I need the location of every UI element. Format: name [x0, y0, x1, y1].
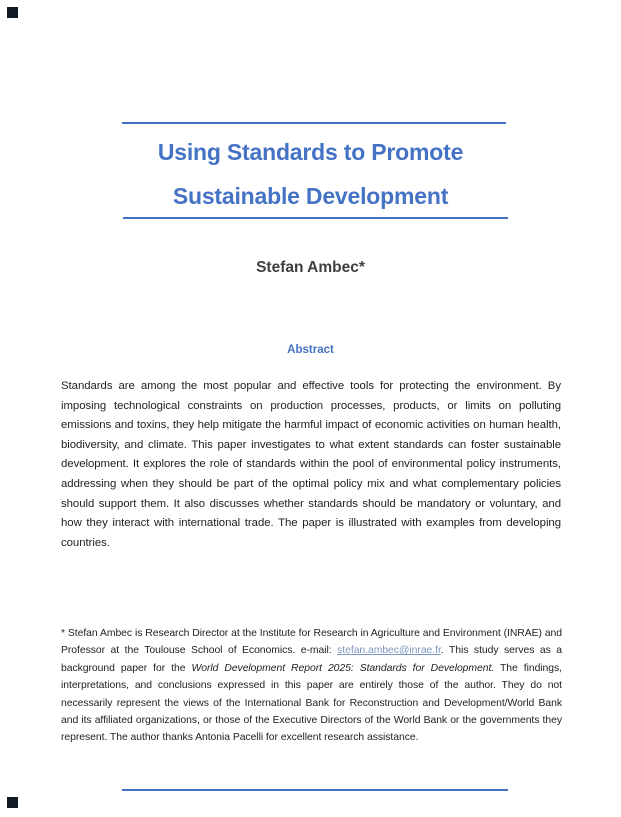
paper-title-line2: Sustainable Development	[172, 183, 449, 209]
abstract-heading: Abstract	[287, 344, 334, 356]
author-footnote	[61, 625, 562, 747]
abstract-text: Standards are among the most popular and effective tools for protecting the environment. By imposing technological constraints on production processes, products, or limits on polluting emissions and toxins, they help mitigate the harmful impact of economic activities on human health, biodiversity, and climate. This paper investigates to what extent standards can foster sustainable development. It explores the role of standards within the pool of environmental policy instruments, addressing when they should be part of the optimal policy mix and what complementary policies should support them. It also discusses whether standards should be mandatory or voluntary, and how they interact with international trade. The paper is illustrated with examples from developing countries.	[61, 380, 561, 549]
footnote-text-part1: * Stefan Ambec is Research Director at the Institute for Research in Agriculture and Environment (INRAE) and Professor at the Toulouse School of Economics. e-mail:	[61, 628, 562, 657]
title-bottom-rule	[123, 217, 508, 219]
title-top-rule	[122, 122, 506, 124]
footnote-report-title: World Development Report 2025: Standards for Development.	[191, 662, 495, 674]
page-bottom-rule	[122, 789, 508, 791]
paper-title-line1: Using Standards to Promote	[157, 139, 464, 165]
email-link[interactable]: stefan.ambec@inrae.fr	[337, 645, 441, 657]
author-name: Stefan Ambec*	[256, 259, 365, 276]
page-corner-marker-top	[7, 7, 18, 18]
footnote-text-part3: The findings, interpretations, and conclusions expressed in this paper are entirely those of the author. They do not necessarily represent the views of the International Bank for Reconstruction and Development/World Bank and its affiliated organizations, or those of the Executive Directors of the World Bank or the governments they represent. The author thanks Antonia Pacelli for excellent research assistance.	[61, 662, 563, 744]
page-corner-marker-bottom	[7, 797, 18, 808]
footnote-text-part2: . This study serves as a background paper for the	[61, 645, 562, 674]
